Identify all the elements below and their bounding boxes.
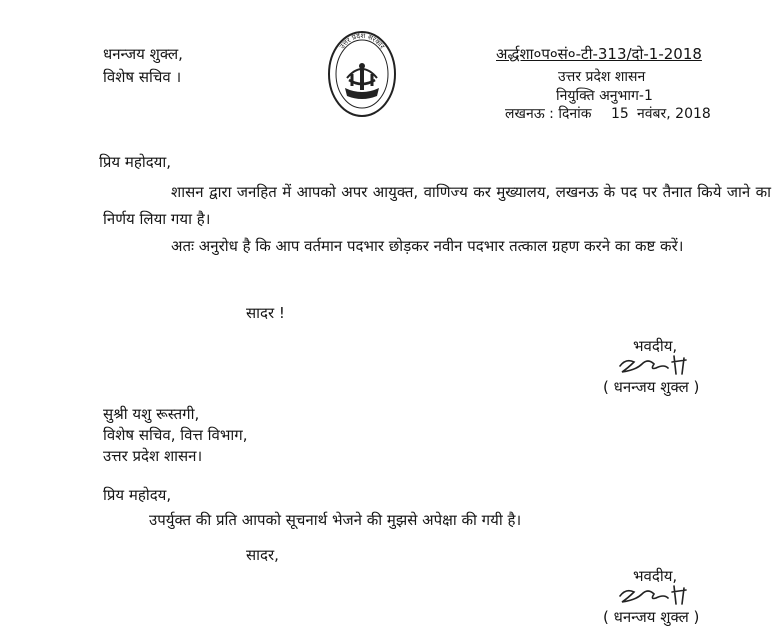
- addressee-name: सुश्री यशु रूस्तगी,: [103, 405, 200, 423]
- copy-body: उपर्युक्त की प्रति आपको सूचनार्थ भेजने की मुझसे अपेक्षा की गयी है।: [149, 511, 522, 529]
- addressee-designation: विशेष सचिव, वित्त विभाग,: [103, 426, 248, 444]
- date-prefix: लखनऊ : दिनांक: [505, 106, 592, 122]
- yours-faithfully: भवदीय,: [633, 337, 678, 355]
- seal-arc-text: उत्तर प्रदेश सरकार: [338, 31, 386, 51]
- addressee-office: उत्तर प्रदेश शासन।: [103, 447, 203, 465]
- office-name: उत्तर प्रदेश शासन: [558, 69, 646, 85]
- salutation: प्रिय महोदया,: [99, 153, 172, 171]
- signature-icon: [616, 352, 696, 380]
- paragraph-2: अतः अनुरोध है कि आप वर्तमान पदभार छोड़कर नवीन पदभार तत्काल ग्रहण करने का कष्ट करें।: [171, 237, 684, 255]
- reference-number: अर्द्धशा०प०सं०-टी-313/दो-1-2018: [496, 45, 702, 63]
- sender-designation: विशेष सचिव ।: [103, 68, 182, 86]
- section-name: नियुक्ति अनुभाग-1: [556, 88, 653, 104]
- paragraph-1: शासन द्वारा जनहित में आपको अपर आयुक्त, वाणिज्य कर मुख्यालय, लखनऊ के पद पर तैनात किये जाने का निर्णय लिया गया है।: [103, 183, 771, 228]
- copy-salutation: प्रिय महोदय,: [103, 486, 172, 504]
- copy-yours-faithfully: भवदीय,: [633, 567, 678, 585]
- copy-closing: सादर,: [246, 546, 279, 564]
- seal-emblem-icon: [327, 30, 397, 118]
- closing: सादर !: [246, 304, 285, 322]
- signature-icon: [616, 582, 696, 610]
- copy-signatory-name: ( धनन्जय शुक्ल ): [603, 608, 700, 626]
- sender-name: धनन्जय शुक्ल,: [103, 45, 183, 63]
- date-month-year: नवंबर, 2018: [637, 106, 711, 122]
- signatory-name: ( धनन्जय शुक्ल ): [603, 378, 700, 396]
- date-day: 15: [611, 106, 629, 122]
- svg-text:उत्तर प्रदेश सरकार: [338, 31, 386, 51]
